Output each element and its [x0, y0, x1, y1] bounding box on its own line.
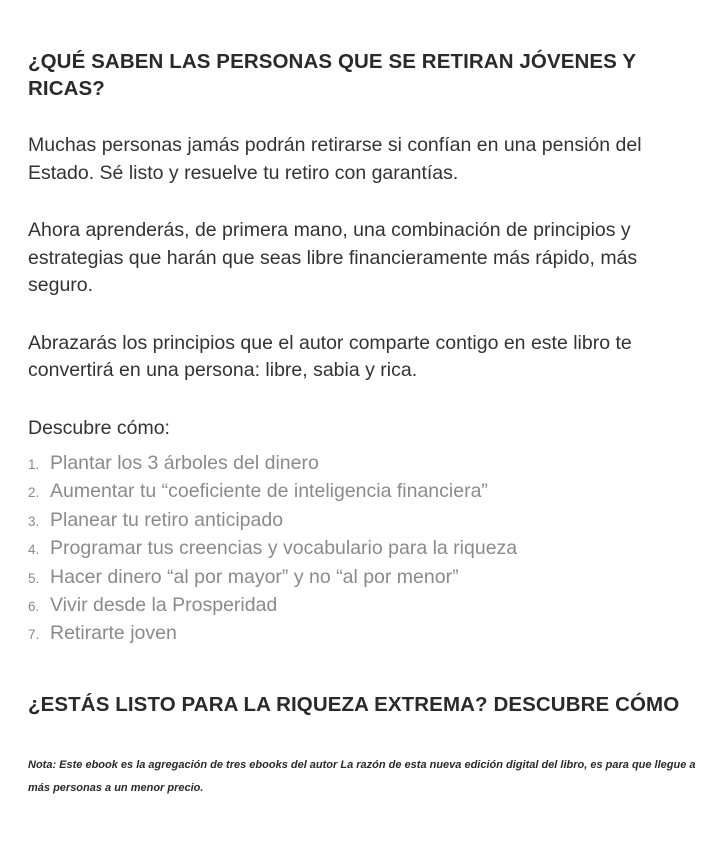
book-description — [28, 48, 696, 811]
list-item-number: 6. — [28, 599, 40, 615]
list-item-text: Hacer dinero “al por mayor” y no “al por menor” — [50, 565, 459, 588]
list-item-number: 5. — [28, 570, 40, 586]
section-heading-extreme-wealth: ¿ESTÁS LISTO PARA LA RIQUEZA EXTREMA? DESCUBRE CÓMO — [28, 692, 680, 716]
list-item — [28, 535, 693, 563]
list-item-text: Plantar los 3 árboles del dinero — [50, 452, 319, 474]
list-item — [28, 592, 693, 620]
intro-paragraph-3: Abrazarás los principios que el autor comparte contigo en este libro te convertirá en una persona: libre, sabia y rica. — [28, 331, 632, 381]
intro-paragraph-1: Muchas personas jamás podrán retirarse si confían en una pensión del Estado. Sé listo y resuelve tu retiro con garantías. — [28, 134, 642, 184]
list-item-number: 7. — [28, 627, 40, 643]
list-item — [28, 507, 693, 535]
list-item — [28, 564, 693, 592]
discover-label: Descubre cómo: — [28, 416, 170, 439]
list-item-number: 1. — [28, 457, 40, 472]
list-item-number: 2. — [28, 485, 40, 501]
list-item-text: Retirarte joven — [50, 622, 177, 645]
section-heading-retirement: ¿QUÉ SABEN LAS PERSONAS QUE SE RETIRAN JÓVENES Y RICAS? — [28, 50, 636, 100]
steps-list — [28, 450, 693, 649]
intro-paragraph-2: Ahora aprenderás, de primera mano, una combinación de principios y estrategias que harán que seas libre financieramente más rápido, más seguro. — [28, 219, 638, 296]
list-item-text: Aumentar tu “coeficiente de inteligencia financiera” — [50, 480, 488, 503]
list-item-text: Vivir desde la Prosperidad — [50, 594, 278, 617]
list-item-text: Programar tus creencias y vocabulario para la riqueza — [50, 537, 518, 560]
list-item-number: 3. — [28, 513, 40, 529]
list-item — [28, 478, 693, 506]
footnote: Nota: Este ebook es la agregación de tres ebooks del autor La razón de esta nueva edición digital del libro, es para que llegue a más personas a un menor precio. — [28, 758, 696, 794]
list-item-text: Planear tu retiro anticipado — [50, 508, 284, 531]
list-item — [28, 620, 693, 648]
list-item — [28, 450, 693, 478]
list-item-number: 4. — [28, 542, 40, 558]
